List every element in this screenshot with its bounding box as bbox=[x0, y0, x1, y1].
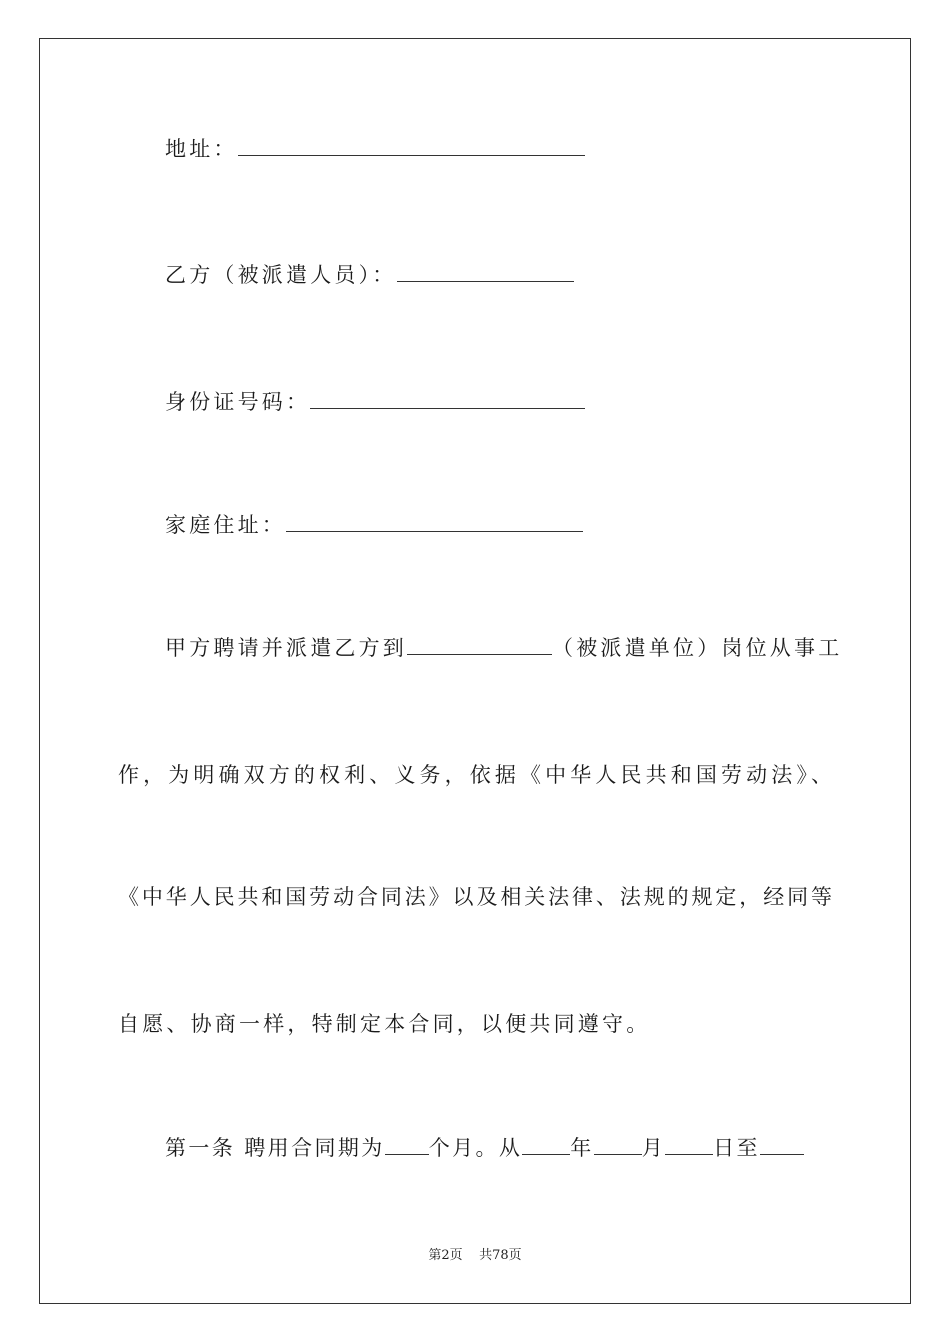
paragraph-line-3: 《中华人民共和国劳动合同法》以及相关法律、法规的规定，经同等 bbox=[118, 885, 832, 909]
page-number: 第2页 bbox=[428, 1248, 463, 1263]
id-number-blank bbox=[310, 388, 585, 409]
party-b-blank bbox=[397, 261, 574, 282]
address-blank bbox=[238, 135, 585, 156]
months-blank bbox=[385, 1134, 429, 1155]
paragraph-line-4: 自愿、协商一样，特制定本合同，以便共同遵守。 bbox=[118, 1012, 651, 1036]
start-year-blank bbox=[522, 1134, 570, 1155]
party-b-label: 乙方（被派遣人员）： bbox=[165, 263, 397, 287]
article-1-text-e: 日至 bbox=[713, 1136, 760, 1160]
paragraph-1-text-a: 甲方聘请并派遣乙方到 bbox=[165, 636, 407, 660]
id-number-line bbox=[165, 387, 585, 417]
paragraph-line-1 bbox=[165, 633, 842, 663]
start-month-blank bbox=[594, 1134, 642, 1155]
address-label: 地址： bbox=[165, 137, 238, 161]
article-1-text-a: 第一条 聘用合同期为 bbox=[165, 1136, 385, 1160]
party-b-line bbox=[165, 260, 574, 290]
page-total: 共78页 bbox=[479, 1248, 522, 1263]
paragraph-1-text-b: （被派遣单位）岗位从事工 bbox=[552, 636, 843, 660]
dispatch-unit-blank bbox=[407, 634, 552, 655]
article-1-text-d: 月 bbox=[641, 1136, 666, 1160]
home-address-blank bbox=[286, 511, 583, 532]
article-1-text-b: 个月。从 bbox=[428, 1136, 523, 1160]
home-address-label: 家庭住址： bbox=[165, 513, 286, 537]
home-address-line bbox=[165, 510, 583, 540]
end-date-blank bbox=[760, 1134, 804, 1155]
page-footer bbox=[0, 1247, 950, 1265]
address-line bbox=[165, 134, 585, 164]
article-1-text-c: 年 bbox=[570, 1136, 594, 1160]
page-border bbox=[39, 38, 911, 1304]
article-1-line bbox=[165, 1133, 804, 1163]
paragraph-line-2: 作，为明确双方的权利、义务，依据《中华人民共和国劳动法》、 bbox=[118, 763, 832, 787]
start-day-blank bbox=[665, 1134, 713, 1155]
id-number-label: 身份证号码： bbox=[165, 390, 311, 414]
